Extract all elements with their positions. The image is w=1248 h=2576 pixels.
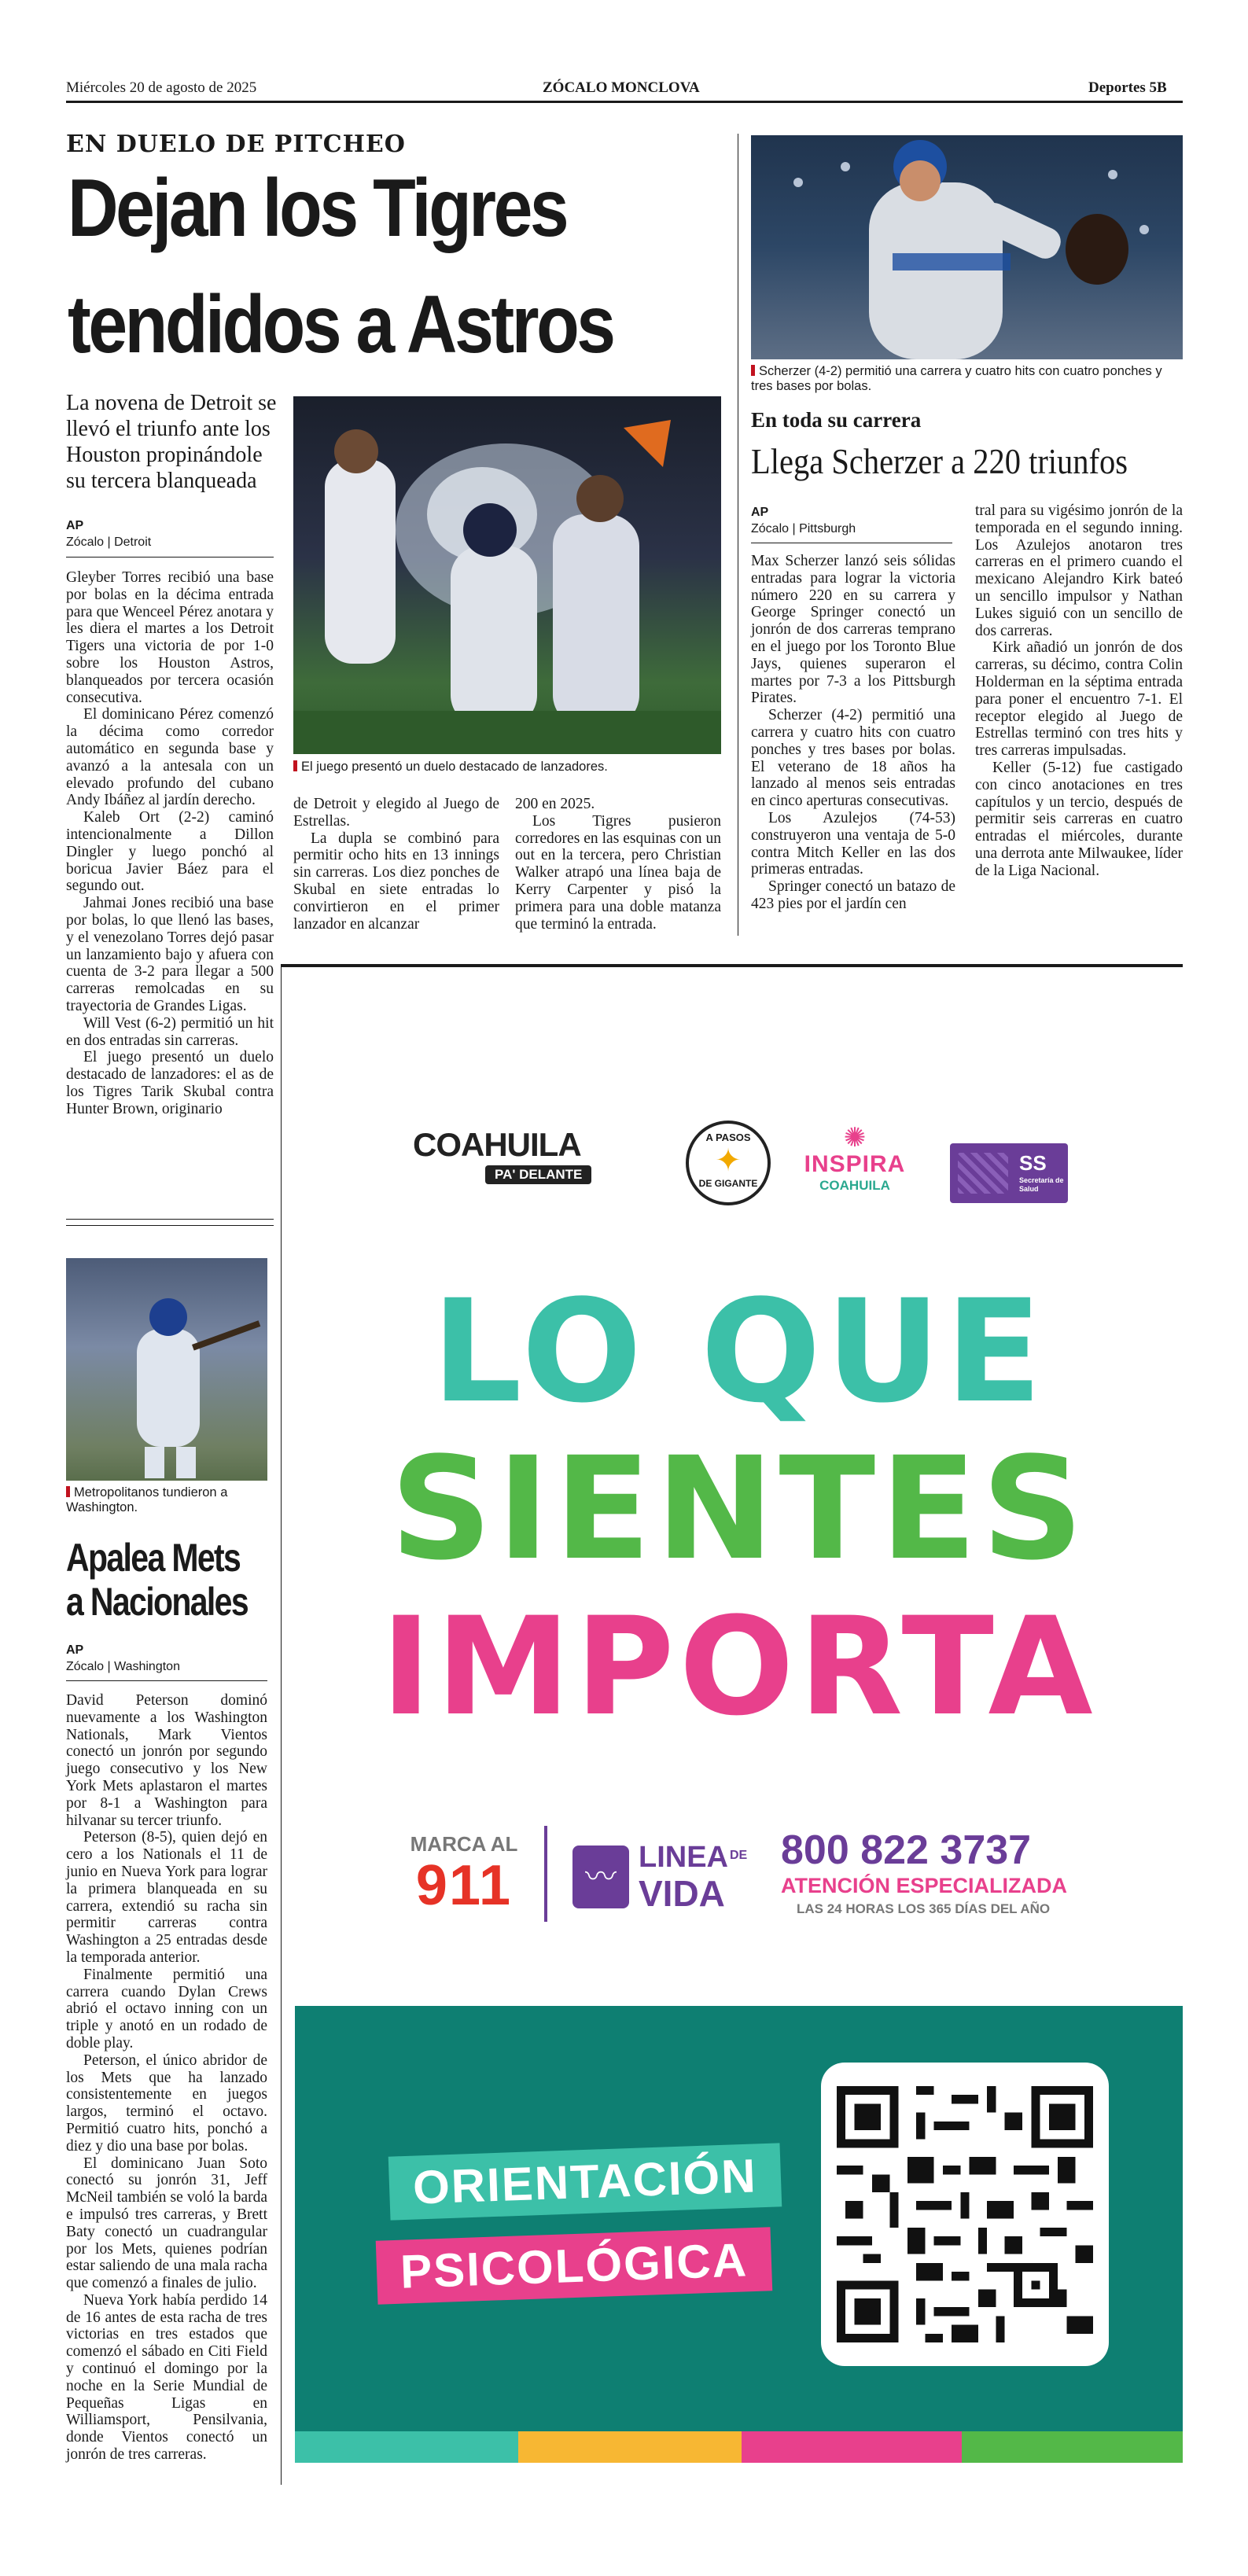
psicologica-tag: PSICOLÓGICA [376, 2227, 773, 2304]
star-icon: ✦ [715, 1143, 742, 1179]
mets-photo-caption: Metropolitanos tundieron a Washington. [66, 1485, 228, 1514]
atencion-label: ATENCIÓN ESPECIALIZADA [781, 1874, 1068, 1897]
secretaria-salud-logo: SS Secretaría de Salud [950, 1143, 1068, 1203]
color-bar-teal [295, 2431, 518, 2463]
byline-rule [66, 557, 274, 558]
qr-code [821, 2063, 1109, 2366]
orientacion-panel [295, 2006, 1183, 2431]
mets-byline-place: Zócalo | Washington [66, 1660, 180, 1673]
phone-number: 800 822 3737 [781, 1827, 1032, 1873]
burst-icon: ✺ [843, 1122, 867, 1154]
ad-line-lo-que: LO QUE [431, 1270, 1047, 1434]
heartbeat-icon: 〰 [572, 1846, 629, 1908]
folio-rule [66, 101, 1183, 103]
col1-end-rule-a [66, 1219, 274, 1220]
mets-body: David Peterson dominó nuevamente a los Washington Nationals, Mark Vientos conectó un jonrón por segundo juego consecutivo y los New York Mets aplastaron el martes por 8-1 a Washington para hilvanar su tercer triunfo. Peterson (8-5), quien dejó en cero a los Nationals el 11 de junio en Nueva York para lograr la primera blanqueada en su carrera, extendió su racha sin permitir carreras contra Washington a 25 entradas desde la temporada anterior. Finalmente permitió una carrera cuando Dylan Crews abrió el octavo inning con un triple y anotó en un rodado de doble play. Peterson, el único abridor de los Mets que ha lanzado consistentemente en juegos largos, terminó el octavo. Permitió cuatro hits, ponchó a diez y dio una base por bolas. El dominicano Juan Soto conectó su jonrón 31, Jeff McNeil también se voló la barda e impulsó tres carreras, y Brett Baty conectó un cuadrangular por los Mets, quienes podrían estar saliendo de una mala racha que comenzó a finales de julio. Nueva York había perdido 14 de 16 antes de esta racha de tres victorias en tres estados que comenzó el sábado en Citi Field y continuó el domingo por la noche en la Serie Mundial de Pequeñas Ligas en Williamsport, Pensilvania, donde Vientos conectó un jonrón de tres carreras. [66, 1692, 267, 2464]
section-page: Deportes 5B [1088, 79, 1167, 96]
horas-label: LAS 24 HORAS LOS 365 DÍAS DEL AÑO [797, 1901, 1051, 1916]
mets-byline-rule [66, 1680, 267, 1681]
coahuila-logo: COAHUILA PA' DELANTE [413, 1126, 649, 1197]
ad-line-sientes: SIENTES [390, 1427, 1088, 1592]
mets-byline-agency: AP [66, 1643, 84, 1657]
inspira-coahuila-logo: ✺ INSPIRA COAHUILA [796, 1124, 914, 1203]
scherzer-photo-caption: Scherzer (4-2) permitió una carrera y cuatro hits con cuatro ponches y tres bases por bolas. [751, 364, 1162, 393]
contact-divider [544, 1826, 547, 1922]
main-body-col3: 200 en 2025. Los Tigres pusieron corredores en las esquinas con un out en la tercera, pero Christian Walker atrapó una línea baja de Kerry Carpenter y pisó la primera para una doble matanza que terminó la entrada. [515, 796, 721, 933]
a-pasos-de-gigante-logo: A PASOS ✦ DE GIGANTE [686, 1121, 771, 1205]
color-bar-pink [742, 2431, 962, 2463]
left-column-rule [281, 967, 282, 2485]
color-bar-yellow [518, 2431, 742, 2463]
scherzer-byline-place: Zócalo | Pittsburgh [751, 522, 856, 535]
main-body-col2: de Detroit y elegido al Juego de Estrellas. La dupla se combinó para permitir ocho hits en 13 innings sin carreras. Los diez ponches de Skubal en siete entradas lo convirtieron en el primer lanzador en alcanzar [293, 796, 499, 933]
scherzer-kicker: En toda su carrera [751, 408, 922, 432]
main-photo-caption: El juego presentó un duelo destacado de lanzadores. [293, 760, 721, 775]
col1-end-rule-b [66, 1225, 274, 1226]
scherzer-headline: Llega Scherzer a 220 triunfos [751, 442, 1128, 481]
linea-de-vida-logo: 〰 LINEA DE VIDA [572, 1838, 769, 1916]
scherzer-body-col1: Max Scherzer lanzó seis sólidas entradas para lograr la victoria número 220 en su carrera y George Springer conectó un jonrón de dos carreras temprano en el juego por los Toronto Blue Jays, quienes superaron el martes por 7-3 a los Pittsburgh Pirates. Scherzer (4-2) permitió una carrera y cuatro hits con cuatro ponches y tres bases por bolas. El veterano de 18 años ha lanzado al menos seis entradas en cinco aperturas consecutivas. Los Azulejos (74-53) construyeron una ventaja de 5-0 contra Mitch Keller en las dos primeras entradas. Springer conectó un batazo de 423 pies por el jardín cen [751, 553, 955, 912]
mets-batter-photo [66, 1258, 267, 1481]
marca-911: MARCA AL 911 [410, 1832, 518, 1917]
scherzer-pitching-photo [751, 135, 1183, 359]
newspaper-name: ZÓCALO MONCLOVA [543, 79, 700, 96]
orientacion-tag: ORIENTACIÓN [388, 2143, 782, 2220]
main-body-col1: Gleyber Torres recibió una base por bolas en la décima entrada para que Wenceel Pérez anotara y les diera el martes a los Detroit Tigers una victoria de por 1-0 sobre los Houston Astros, blanqueados por tercera ocasión consecutiva. El dominicano Pérez comenzó la décima como corredor automático en segunda base y avanzó a la antesala con un elevado profundo del cubano Andy Ibáñez al jardín derecho. Kaleb Ort (2-2) caminó intencionalmente a Dillon Dingler y luego ponchó al boricua Javier Báez para el segundo out. Jahmai Jones recibió una base por bolas, lo que llenó las bases, y el venezolano Torres dejó pasar un lanzamiento bajo y afuera con cuenta de 3-2 para llegar a 500 carreras remolcadas en su trayectoria de Grandes Ligas. Will Vest (6-2) permitió un hit en dos entradas sin carreras. El juego presentó un duelo destacado de lanzadores: el as de los Tigres Tarik Skubal contra Hunter Brown, originario [66, 569, 274, 1117]
page-date: Miércoles 20 de agosto de 2025 [66, 79, 257, 96]
ad-top-rule [281, 964, 1183, 967]
main-byline-place: Zócalo | Detroit [66, 535, 152, 549]
main-byline-agency: AP [66, 519, 84, 532]
main-kicker: EN DUELO DE PITCHEO [66, 131, 406, 158]
mets-headline-line1: Apalea Mets [66, 1536, 241, 1580]
ad-line-importa: IMPORTA [381, 1588, 1098, 1746]
scherzer-body-col2: tral para su vigésimo jonrón de la temporada en el segundo inning. Los Azulejos anotaron tres carreras en el primero cuando el mexicano Alejandro Kirk bateó un sencillo impulsor y Nathan Lukes siguió con un sencillo de dos carreras. Kirk añadió un jonrón de dos carreras, su décimo, contra Colin Holderman en la séptima entrada para poner el encuentro 7-1. El receptor elegido al Juego de Estrellas terminó con tres hits y tres carreras impulsadas. Keller (5-12) fue castigado con cinco anotaciones en tres capítulos y un tercio, después de permitir seis carreras en cuatro entradas el miércoles, durante una derrota ante Milwaukee, líder de la Liga Nacional. [975, 502, 1183, 879]
main-deck: La novena de Detroit se llevó el triunfo ante los Houston propinándole su tercera blanqueada [66, 391, 277, 493]
tigers-celebration-photo [293, 396, 721, 754]
mets-headline-line2: a Nacionales [66, 1580, 248, 1624]
color-bar-green [962, 2431, 1183, 2463]
scherzer-byline-agency: AP [751, 506, 769, 519]
main-headline-line2: tendidos a Astros [68, 279, 613, 370]
main-headline-line1: Dejan los Tigres [68, 163, 567, 254]
